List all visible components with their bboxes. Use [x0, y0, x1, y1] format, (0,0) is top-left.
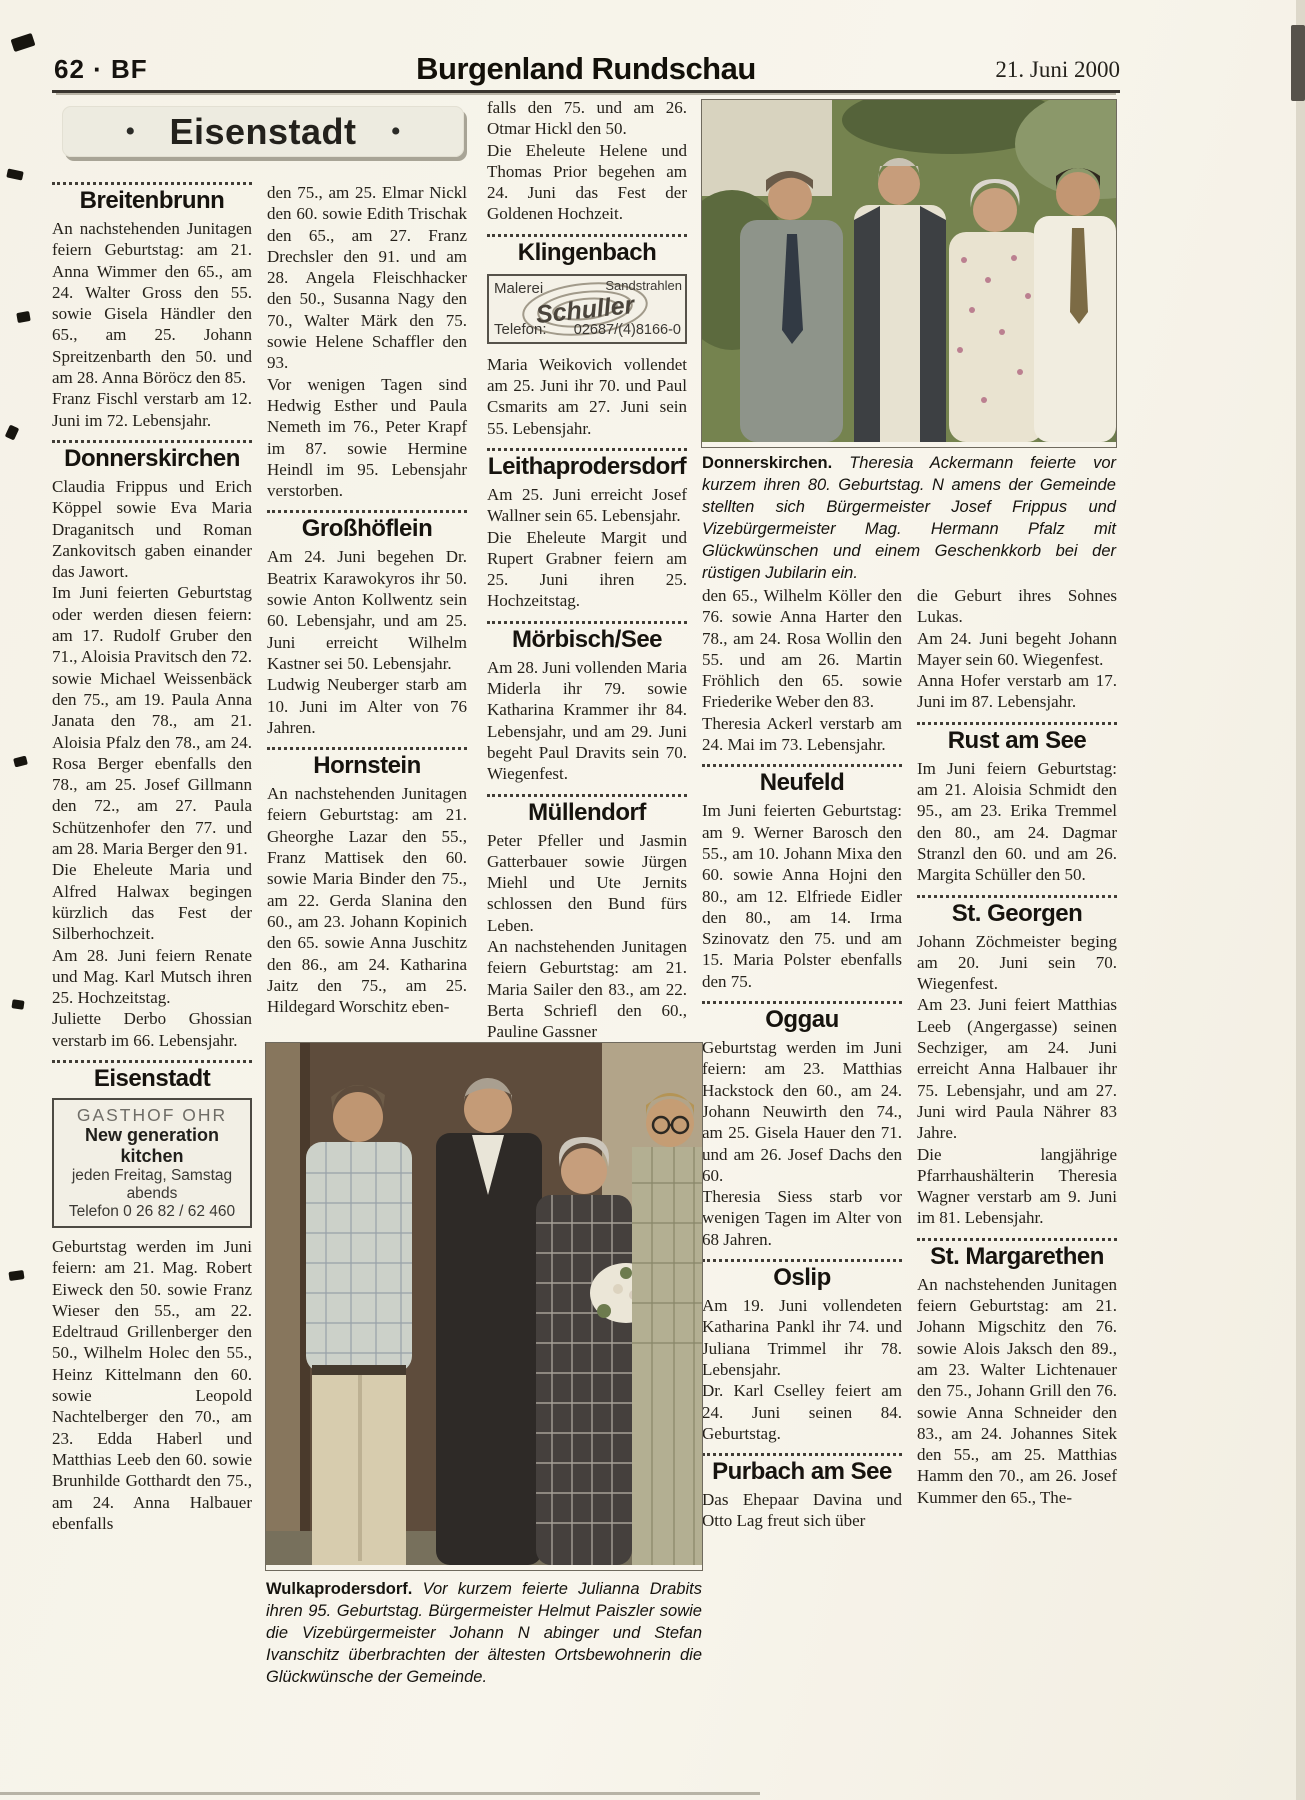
- column-4: [702, 585, 902, 1532]
- paragraph: Theresia Ackerl verstarb am 24. Mai im 73. Lebensjahr.: [702, 713, 902, 755]
- dotted-rule: [702, 1001, 902, 1004]
- section-st-margarethen: [917, 1238, 1117, 1508]
- section-donnerskirchen: [52, 440, 252, 1051]
- ad-gasthof-schedule: jeden Freitag, Samstag abends: [71, 1166, 233, 1202]
- dotted-rule: [487, 621, 687, 624]
- section-leithaprodersdorf: [487, 448, 687, 612]
- paragraph: Geburtstag werden im Juni feiern: am 21. Mag. Robert Eiweck den 50. sowie Franz Wieser den 55., am 22. Edeltraud Grillenberger den 50., Wilhelm Holec den 55., Heinz Kittelmann den 60. sowie Leopold Nachtelberger den 70., am 23. Edda Haberl und Matthias Leeb den 60. sowie Brunhilde Gotthardt den 75., am 24. Anna Halbauer ebenfalls: [52, 1236, 252, 1533]
- ad-gasthof-name: GASTHOF OHR: [76, 1104, 228, 1125]
- scan-artifact: [13, 756, 28, 768]
- column-5: [917, 585, 1117, 1508]
- ad-sandstrahlen-label: Sandstrahlen: [605, 277, 682, 293]
- ad-gasthof-slogan: New generation kitchen: [84, 1124, 220, 1166]
- dotted-rule: [917, 895, 1117, 898]
- caption-text: Vor kurzem feierte Julianna Drabits ihren 95. Geburtstag. Bürgermeister Helmut Paiszler sowie die Vizebürgermeister Johann N abinger und Stefan Ivanschitz überbrachten der ältesten Ortsbewohnerin die Glückwünsche der Gemeinde.: [266, 1580, 702, 1686]
- ad-malerei-label: Malerei: [494, 279, 544, 297]
- scan-artifact: [5, 424, 20, 440]
- paragraph: Claudia Frippus und Erich Köppel sowie Eva Maria Draganitsch und Roman Zankovitsch gaben einander das Jawort.: [52, 476, 252, 582]
- paragraph: Am 28. Juni feiern Renate und Mag. Karl Mutsch ihren 25. Hochzeitstag.: [52, 945, 252, 1008]
- paragraph: Im Juni feierten Geburtstag: am 9. Werner Barosch den 55., am 10. Johann Mixa den 60. sowie Anna Hojni den 80., am 12. Elfriede Eidler den 80., am 14. Irma Szinovatz den 75. und am 15. Maria Polster ebenfalls den 75.: [702, 801, 902, 991]
- paragraph: An nachstehenden Junitagen feiern Geburtstag: am 21. Johann Migschitz den 76. sowie Alois Jaksch den 89., am 23. Walter Lichtenauer den 75., Johann Grill den 76. sowie Anna Schneider den 83., am 24. Johannes Sitek den 55., am 25. Matthias Hamm den 70., am 26. Josef Kummer den 65., The-: [917, 1274, 1117, 1507]
- dotted-rule: [487, 448, 687, 451]
- dotted-rule: [267, 747, 467, 750]
- gasthof-ohr-ad: [52, 1098, 252, 1228]
- paragraph: An nachstehenden Junitagen feiern Geburtstag: am 21. Anna Wimmer den 65., am 24. Walter Gross den 55. sowie Gisela Händler den 65., am 25. Johann Spreitzenbarth den 50. und am 28. Anna Böröcz den 85.: [52, 219, 252, 388]
- paragraph: den 65., Wilhelm Köller den 76. sowie Anna Harter den 78., am 24. Rosa Wollin den 55. und am 26. Martin Fröhlich den 65. sowie Friederike Weber den 83.: [702, 586, 902, 712]
- section-oslip: [702, 1259, 902, 1444]
- paragraph: An nachstehenden Junitagen feiern Geburtstag: am 21. Maria Sailer den 83., am 22. Berta Schriefl den 60., Pauline Gassner: [487, 937, 687, 1042]
- section-continued: [702, 585, 902, 755]
- paragraph: An nachstehenden Junitagen feiern Geburtstag: am 21. Gheorghe Lazar den 55., Franz Mattisek den 60. sowie Maria Binder den 75., am 22. Gerda Slanina den 60., am 23. Johann Kopinich den 65. sowie Anna Juschitz den 86., am 24. Katharina Jaitz den 75., am 25. Hildegard Worschitz eben-: [267, 784, 467, 1017]
- section-oggau: [702, 1001, 902, 1250]
- paragraph: Juliette Derbo Ghossian verstarb im 66. Lebensjahr.: [52, 1009, 252, 1050]
- masthead-title: Burgenland Rundschau: [416, 51, 756, 86]
- section-heading: Müllendorf: [528, 798, 646, 826]
- section-continued: [267, 182, 467, 501]
- section-neufeld: [702, 764, 902, 992]
- paragraph: den 75., am 25. Elmar Nickl den 60. sowie Edith Trischak den 65., am 27. Franz Drechsler den 91. und am 28. Angela Fleischhacker den 50., Susanna Nagy den 70., Walter Märk den 75. sowie Helene Schaffler den 93.: [267, 183, 467, 373]
- photo-donnerskirchen: [702, 100, 1116, 447]
- section-großhöflein: [267, 510, 467, 738]
- section-heading: Oggau: [765, 1006, 839, 1034]
- section-st-georgen: [917, 895, 1117, 1229]
- paragraph: Die langjährige Pfarrhaushälterin Theresia Wagner verstarb am 9. Juni im 81. Lebensjahr.: [917, 1144, 1117, 1228]
- paragraph: Franz Fischl verstarb am 12. Juni im 72. Lebensjahr.: [52, 389, 252, 430]
- section-heading: Leithaprodersdorf: [487, 452, 687, 480]
- paragraph: Die Eheleute Helene und Thomas Prior begehen am 24. Juni das Fest der Goldenen Hochzeit.: [487, 140, 687, 224]
- page-number: 62 · BF: [54, 54, 148, 84]
- section-heading: St. Georgen: [951, 899, 1083, 927]
- scan-artifact: [11, 33, 36, 52]
- section-eisenstadt: [52, 1060, 252, 1534]
- dotted-rule: [52, 1060, 252, 1063]
- dotted-rule: [702, 1453, 902, 1456]
- section-heading: Rust am See: [947, 726, 1087, 754]
- malerei-schuller-ad: [487, 274, 687, 344]
- dotted-rule: [487, 234, 687, 237]
- paragraph: Am 25. Juni erreicht Josef Wallner sein 65. Lebensjahr.: [487, 484, 687, 526]
- scan-edge-bottom: [0, 1792, 760, 1795]
- svg-text:Schuller: Schuller: [534, 290, 636, 329]
- region-banner-title: Eisenstadt: [169, 110, 357, 152]
- ad-telefon-number: 02687/(4)8166-0: [573, 321, 681, 338]
- paragraph: Am 23. Juni feiert Matthias Leeb (Angergasse) seinen Sechziger, am 24. Juni erreicht Anna Halbauer ihr 75. Lebensjahr, und am 27. Juni wird Paula Nährer 83 Jahre.: [917, 995, 1117, 1143]
- section-heading: Großhöflein: [301, 515, 433, 543]
- caption-text: Theresia Ackermann feierte vor kurzem ihren 80. Geburtstag. N amens der Gemeinde stellten sich Bürgermeister Josef Frippus und Vizebürgermeister Mag. Hermann Pfalz mit Glückwünschen und einem Geschenkkorb bei der rüstigen Jubilarin ein.: [702, 454, 1116, 582]
- dotted-rule: [702, 1259, 902, 1262]
- paragraph: Das Ehepaar Davina und Otto Lag freut sich über: [702, 1490, 902, 1531]
- caption-lead: Donnerskirchen.: [702, 454, 833, 472]
- photo-wulkaprodersdorf-image: [266, 1043, 702, 1565]
- section-heading: Klingenbach: [517, 238, 657, 266]
- scan-artifact: [6, 168, 24, 180]
- section-rust-am-see: [917, 722, 1117, 886]
- section-continued: [487, 97, 687, 225]
- paragraph: Maria Weikovich vollendet am 25. Juni ihr 70. und Paul Csmarits am 27. Juni sein 55. Lebensjahr.: [487, 354, 687, 438]
- paragraph: Am 19. Juni vollendeten Katharina Pankl ihr 74. und Juliana Trimmel ihr 78. Lebensjahr.: [702, 1296, 902, 1379]
- section-heading: Oslip: [773, 1264, 831, 1292]
- paragraph: Theresia Siess starb vor wenigen Tagen im Alter von 68 Jahren.: [702, 1187, 902, 1249]
- paragraph: Im Juni feiern Geburtstag: am 21. Aloisia Schmidt den 95., am 23. Erika Tremmel den 80., am 24. Dagmar Stranzl den 60. und am 26. Margita Schüller den 50.: [917, 758, 1117, 885]
- paragraph: Anna Hofer verstarb am 17. Juni im 87. Lebensjahr.: [917, 671, 1117, 712]
- paragraph: falls den 75. und am 26. Otmar Hickl den 50.: [487, 98, 687, 139]
- section-mörbisch-see: [487, 621, 687, 785]
- section-heading: Neufeld: [759, 769, 845, 797]
- scan-artifact: [8, 1270, 24, 1281]
- caption-wulkaprodersdorf: [266, 1578, 702, 1688]
- scan-artifact: [1291, 25, 1305, 101]
- banner-bullet-left: •: [124, 114, 136, 148]
- photo-donnerskirchen-image: [702, 100, 1116, 442]
- scan-artifact: [16, 311, 31, 323]
- paragraph: Am 28. Juni vollenden Maria Miderla ihr 79. sowie Katharina Krammer ihr 84. Lebensjahr, und am 29. Juni begeht Paul Dravits sein 70. Wiegenfest.: [487, 657, 687, 784]
- paragraph: Am 24. Juni begehen Dr. Beatrix Karawokyros ihr 50. sowie Anton Kollwentz sein 60. Lebensjahr, und am 25. Juni erreicht Wilhelm Kastner sei 50. Lebensjahr.: [267, 547, 467, 673]
- dotted-rule: [52, 182, 252, 185]
- paragraph: Geburtstag werden im Juni feiern: am 23. Matthias Hackstock den 60., am 24. Johann Neuwirth den 74., am 25. Gisela Hauer den 71. und am 26. Josef Dachs den 60.: [702, 1038, 902, 1185]
- ad-telefon-label: Telefon:: [494, 320, 547, 338]
- paragraph: Am 24. Juni begeht Johann Mayer sein 60. Wiegenfest.: [917, 628, 1117, 669]
- issue-date: 21. Juni 2000: [995, 57, 1120, 82]
- dotted-rule: [702, 764, 902, 767]
- section-breitenbrunn: [52, 182, 252, 431]
- section-müllendorf: [487, 794, 687, 1043]
- paragraph: Ludwig Neuberger starb am 10. Juni im Alter von 76 Jahren.: [267, 675, 467, 737]
- banner-bullet-right: •: [390, 114, 402, 148]
- section-continued: [917, 585, 1117, 713]
- page-header: [52, 36, 1120, 93]
- paragraph: Johann Zöchmeister beging am 20. Juni sein 70. Wiegenfest.: [917, 931, 1117, 994]
- section-heading: Donnerskirchen: [64, 444, 240, 472]
- section-heading: Breitenbrunn: [79, 187, 225, 214]
- dotted-rule: [917, 1238, 1117, 1241]
- caption-lead: Wulkaprodersdorf.: [266, 1580, 413, 1598]
- paragraph: Peter Pfeller und Jasmin Gatterbauer sowie Jürgen Miehl und Ute Jernits schlossen den Bund fürs Leben.: [487, 830, 687, 935]
- photo-wulkaprodersdorf: [266, 1043, 702, 1570]
- paragraph: Die Eheleute Maria und Alfred Halwax begingen kürzlich das Fest der Silberhochzeit.: [52, 860, 252, 944]
- dotted-rule: [52, 440, 252, 443]
- scan-artifact: [11, 999, 24, 1010]
- column-2: [267, 182, 467, 1017]
- caption-donnerskirchen: [702, 452, 1116, 584]
- column-3: [487, 97, 687, 1043]
- scan-edge-right: [1296, 0, 1305, 1800]
- section-klingenbach: [487, 234, 687, 439]
- dotted-rule: [267, 510, 467, 513]
- dotted-rule: [487, 794, 687, 797]
- dotted-rule: [917, 722, 1117, 725]
- region-banner: [62, 106, 464, 157]
- paragraph: Dr. Karl Cselley feiert am 24. Juni seinen 84. Geburtstag.: [702, 1381, 902, 1443]
- section-heading: St. Margarethen: [930, 1242, 1104, 1270]
- section-heading: Hornstein: [313, 752, 421, 780]
- section-purbach-am-see: [702, 1453, 902, 1532]
- paragraph: Vor wenigen Tagen sind Hedwig Esther und Paula Nemeth im 76., Peter Krapf im 87. sowie Hermine Heindl im 95. Lebensjahr verstorben.: [267, 374, 467, 501]
- section-heading: Mörbisch/See: [511, 625, 663, 653]
- paragraph: Die Eheleute Margit und Rupert Grabner feiern am 25. Juni ihren 25. Hochzeitstag.: [487, 527, 687, 611]
- section-heading: Purbach am See: [712, 1458, 892, 1486]
- paragraph: Im Juni feierten Geburtstag oder werden diesen feiern: am 17. Rudolf Gruber den 71., Aloisia Pravitsch den 72. sowie Michael Weissenbäck den 75., am 19. Paula Anna Janata den 78., am 21. Aloisia Pfalz den 78., am 24. Rosa Berger ebenfalls den 78., am 25. Josef Gillmann den 72., am 27. Paula Schützenhofer den 77. und am 28. Maria Berger den 91.: [52, 583, 252, 859]
- section-heading: Eisenstadt: [93, 1064, 211, 1092]
- section-hornstein: [267, 747, 467, 1017]
- paragraph: die Geburt ihres Sohnes Lukas.: [917, 586, 1117, 627]
- ad-gasthof-phone: Telefon 0 26 82 / 62 460: [68, 1202, 236, 1220]
- column-1: [52, 182, 252, 1534]
